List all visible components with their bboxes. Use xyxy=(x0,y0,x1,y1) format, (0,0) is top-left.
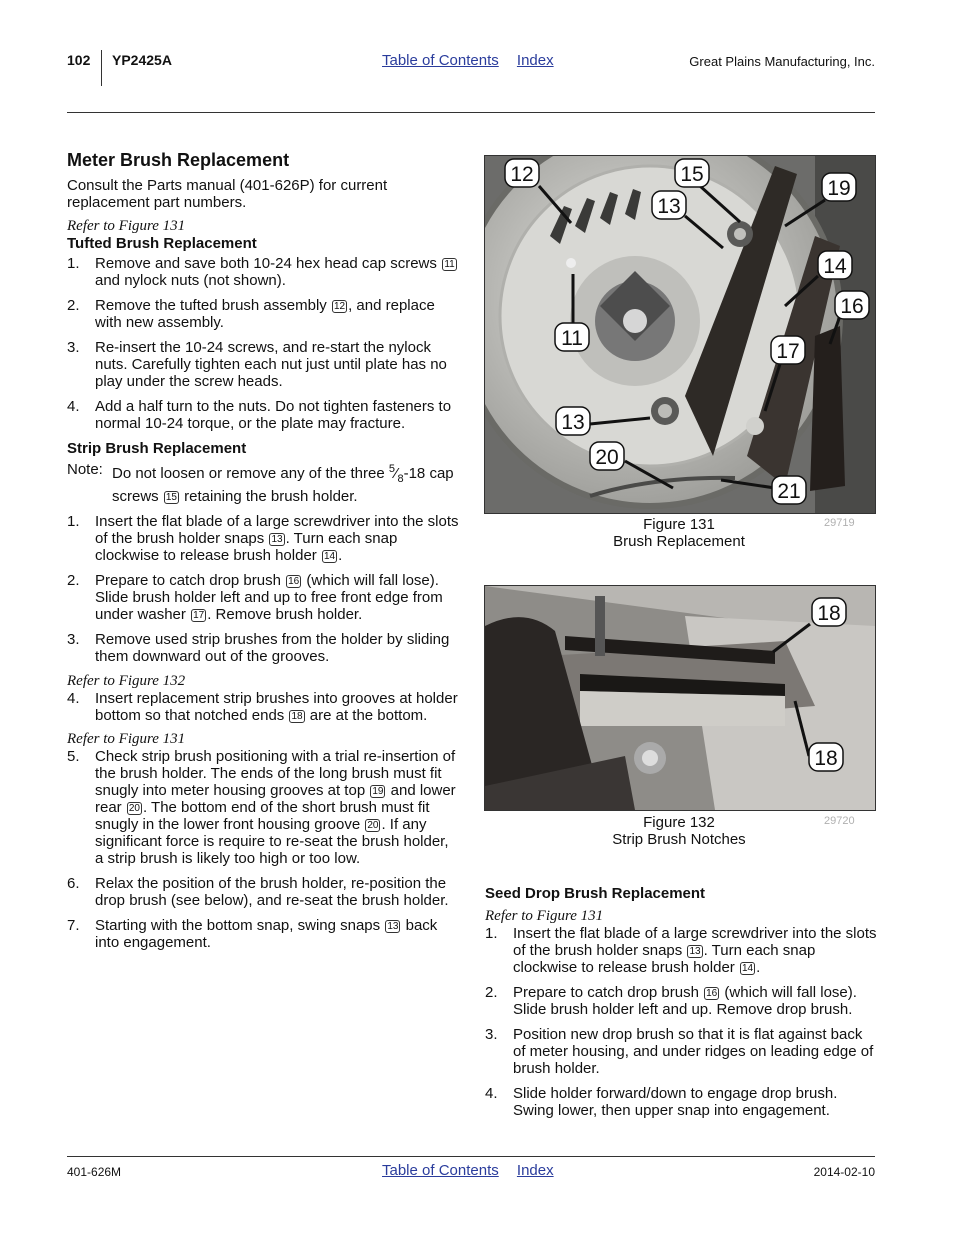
figure-131-code: 29719 xyxy=(824,517,855,529)
svg-text:14: 14 xyxy=(823,255,847,278)
figure-132-caption: Figure 132 Strip Brush Notches xyxy=(612,814,746,848)
strip-brush-title: Strip Brush Replacement xyxy=(67,440,247,457)
header-rule xyxy=(67,112,875,113)
callout-ref: 15 xyxy=(165,492,177,503)
list-item: 1. Insert the flat blade of a large screwdriver into the slots of the brush holder snaps 13 . Turn each snap clockwise to release brush holder 14 . xyxy=(67,513,459,564)
list-item: 7. Starting with the bottom snap, swing snaps 13 back into engagement. xyxy=(67,917,438,951)
svg-text:19: 19 xyxy=(827,177,851,200)
note: Note: Do not loosen or remove any of the three $^5⁄_8-18$ cap screws 15 retaining the brush holder. xyxy=(67,461,454,505)
left-column xyxy=(67,150,459,959)
callout-20 xyxy=(590,442,624,470)
list-item: 1. Remove and save both 10-24 hex head cap screws 11 and nylock nuts (not shown). xyxy=(67,255,459,289)
strip-brush-notches-photo xyxy=(485,586,875,810)
list-item: 3. Re-insert the 10-24 screws, and re-start the nylock nuts. Carefully tighten each nut just until plate has no play under the screw heads. xyxy=(67,339,447,390)
callout-15 xyxy=(675,159,709,187)
figure-132-image xyxy=(484,585,876,811)
intro-text: Consult the Parts manual (401-626P) for current replacement part numbers. xyxy=(67,177,388,211)
list-item: 6. Relax the position of the brush holder, re-position the drop brush (see below), and re-seat the brush holder. xyxy=(67,875,449,909)
header-links xyxy=(382,52,568,69)
svg-text:18: 18 xyxy=(817,602,841,625)
footer-date: 2014-02-10 xyxy=(813,1165,875,1179)
callout-21 xyxy=(772,476,806,504)
list-item: 3. Position new drop brush so that it is flat against back of meter housing, and under ridges on leading edge of brush holder. xyxy=(485,1026,874,1077)
callout-19 xyxy=(822,173,856,201)
doc-code: YP2425A xyxy=(112,52,172,68)
callout-17 xyxy=(771,336,805,364)
tufted-steps xyxy=(67,255,459,432)
page-number: 102 xyxy=(67,52,91,68)
refer-figure-131-b: Refer to Figure 131 xyxy=(67,731,186,747)
table-of-contents-link[interactable]: Table of Contents xyxy=(382,52,499,69)
callout-13-lower xyxy=(556,407,590,435)
callout-12 xyxy=(505,159,539,187)
svg-text:11: 11 xyxy=(561,327,583,350)
svg-text:12: 12 xyxy=(510,163,534,186)
svg-text:17: 17 xyxy=(776,340,800,363)
list-item: 5. Check strip brush positioning with a trial re-insertion of the brush holder. The ends of the long brush must fit snugly into meter housing grooves at top 19 and lower rear 20 . The bottom end of the short brush must fit snugly in the lower front housing groove 20 . If any significant force is require to re-seat the brush holder, a strip brush is likely too high or too low. xyxy=(67,748,456,867)
list-item: 4. Add a half turn to the nuts. Do not tighten fasteners to normal 10-24 torque, or the plate may fracture. xyxy=(67,398,452,432)
list-item: 4. Slide holder forward/down to engage drop brush. Swing lower, then upper snap into engagement. xyxy=(485,1085,838,1119)
footer-table-of-contents-link[interactable]: Table of Contents xyxy=(382,1162,499,1179)
list-item: 4. Insert replacement strip brushes into grooves at holder bottom so that notched ends 18 are at the bottom. xyxy=(67,690,458,724)
refer-figure-131: Refer to Figure 131 xyxy=(67,218,186,234)
footer-doc-number: 401-626M xyxy=(67,1165,122,1179)
footer-links xyxy=(382,1162,568,1179)
brush-replacement-photo xyxy=(485,156,875,513)
callout-18-bottom xyxy=(809,743,843,771)
refer-figure-132: Refer to Figure 132 xyxy=(67,673,186,689)
list-item: 2. Remove the tufted brush assembly 12 , and replace with new assembly. xyxy=(67,297,435,331)
callout-18-top xyxy=(812,598,846,626)
section-title: Meter Brush Replacement xyxy=(67,150,290,170)
list-item: 1. Insert the flat blade of a large screwdriver into the slots of the brush holder snaps 13 . Turn each snap clockwise to release brush holder 14 . xyxy=(485,925,877,976)
figure-132-code: 29720 xyxy=(824,815,855,827)
list-item: 2. Prepare to catch drop brush 16 (which will fall lose). Slide brush holder left and up to free front edge from under washer 17 . Remove brush holder. xyxy=(67,572,443,623)
list-item: 2. Prepare to catch drop brush 16 (which will fall lose). Slide brush holder left and up. Remove drop brush. xyxy=(485,984,857,1018)
svg-text:15: 15 xyxy=(680,163,704,186)
index-link[interactable]: Index xyxy=(516,52,554,69)
svg-text:13: 13 xyxy=(657,195,681,218)
callout-13 xyxy=(652,191,686,219)
footer-rule xyxy=(67,1156,875,1157)
figure-131-image xyxy=(484,155,876,514)
callout-16 xyxy=(835,291,869,319)
strip-steps xyxy=(67,513,459,665)
svg-text:21: 21 xyxy=(777,480,801,503)
svg-text:16: 16 xyxy=(840,295,864,318)
seed-drop-title: Seed Drop Brush Replacement xyxy=(485,885,706,902)
svg-text:13: 13 xyxy=(561,411,585,434)
callout-ref: 12 xyxy=(333,301,346,312)
figure-131-caption: Figure 131 Brush Replacement xyxy=(613,516,745,550)
callout-11 xyxy=(555,323,589,351)
header-divider xyxy=(101,50,102,86)
company-name: Great Plains Manufacturing, Inc. xyxy=(689,54,875,69)
right-column xyxy=(485,885,877,1127)
svg-text:18: 18 xyxy=(814,747,838,770)
list-item: 3. Remove used strip brushes from the holder by sliding them downward out of the grooves. xyxy=(67,631,450,665)
callout-14 xyxy=(818,251,852,279)
footer-index-link[interactable]: Index xyxy=(516,1162,554,1179)
tufted-brush-title: Tufted Brush Replacement xyxy=(67,235,257,252)
refer-figure-131-c: Refer to Figure 131 xyxy=(485,908,604,924)
svg-text:20: 20 xyxy=(595,446,619,469)
callout-ref: 11 xyxy=(442,258,457,271)
seed-drop-steps xyxy=(485,925,877,1119)
